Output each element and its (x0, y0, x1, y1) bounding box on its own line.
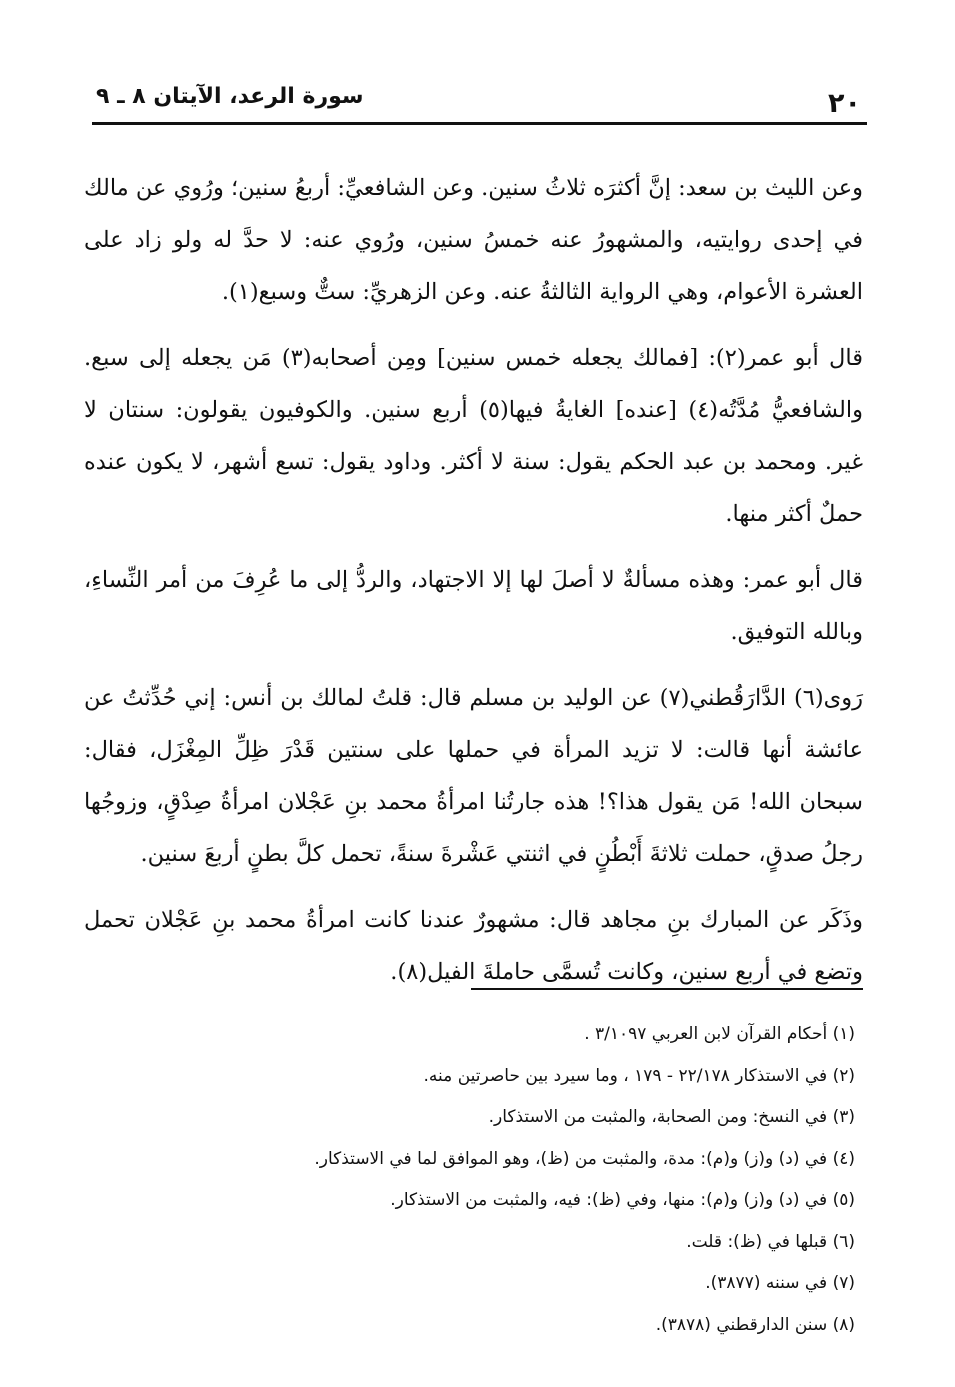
paragraph: قال أبو عمر: وهذه مسألةٌ لا أصلَ لها إلا الاجتهاد، والردُّ إلى ما عُرِفَ من أمر النِّساءِ، وبالله التوفيق. (84, 567, 863, 645)
footnote: (٤) في (د) و(ز) و(م): مدة، والمثبت من (ظ)، وهو الموافق لما في الاستذكار. (314, 1148, 855, 1169)
footnote-separator (471, 988, 863, 990)
page-header (92, 82, 867, 125)
paragraph: قال أبو عمر(٢): [فمالك يجعله خمس سنين] ومِن أصحابه(٣) مَن يجعله إلى سبع. والشافعيُّ مُدَّتُه(٤) [عنده] الغايةُ فيها(٥) أربع سنين. والكوفيون يقولون: سنتان لا غير. ومحمد بن عبد الحكم يقول: سنة لا أكثر. وداود يقول: تسع أشهر، لا يكون عنده حملٌ أكثر منها. (84, 345, 863, 527)
footnote: (٥) في (د) و(ز) و(م): منها، وفي (ظ): فيه، والمثبت من الاستذكار. (390, 1190, 855, 1210)
footnote: (٢) في الاستذكار ٢٢/١٧٨ - ١٧٩ ، وما سيرد بين حاصرتين منه. (423, 1065, 855, 1086)
footnote: (١) أحكام القرآن لابن العربي ٣/١٠٩٧ . (584, 1024, 855, 1044)
paragraph: وعن الليث بن سعد: إنَّ أكثرَه ثلاثُ سنين. وعن الشافعيِّ: أربعُ سنين؛ ورُوي عن مالك في إحدى روايتيه، والمشهورُ عنه خمسُ سنين، ورُوي عنه: لا حدَّ له ولو زاد على العشرة الأعوام، وهي الرواية الثالثةُ عنه. وعن الزهريِّ: ستٌّ وسبع(١). (84, 175, 863, 305)
footnote: (٦) قبلها في (ظ): قلت. (686, 1231, 855, 1252)
footnote: (٨) سنن الدارقطني (٣٨٧٨). (655, 1314, 855, 1335)
footnotes (200, 1014, 855, 1346)
footnote: (٣) في النسخ: ومن الصحابة، والمثبت من الاستذكار. (488, 1107, 855, 1127)
footnote: (٧) في سننه (٣٨٧٧). (705, 1273, 855, 1293)
running-title: سورة الرعد، الآيتان ٨ ـ ٩ (96, 84, 364, 109)
paragraph: رَوى(٦) الدَّارَقُطني(٧) عن الوليد بن مسلم قال: قلتُ لمالك بن أنس: إني حُدِّثتُ عن عائشة أنها قالت: لا تزيد المرأة في حملها على سنتين قَدْرَ ظِلِّ المِغْزَل، فقال: سبحان الله! مَن يقول هذا؟! هذه جارتُنا امرأةُ محمد بنِ عَجْلان امرأةُ صِدْقٍ، وزوجُها رجلُ صدقٍ، حملت ثلاثةَ أَبْطُنٍ في اثنتي عَشْرةَ سنةً، تحمل كلَّ بطنٍ أربعَ سنين. (84, 685, 864, 867)
main-text (84, 162, 863, 1012)
page-number: ٢٠ (828, 88, 861, 119)
paragraph: وذَكَر عن المبارك بنِ مجاهد قال: مشهورٌ عندنا كانت امرأةُ محمد بنِ عَجْلان تحمل وتضع في أربع سنين، وكانت تُسمَّى حاملةَ الفيل(٨). (84, 907, 863, 985)
